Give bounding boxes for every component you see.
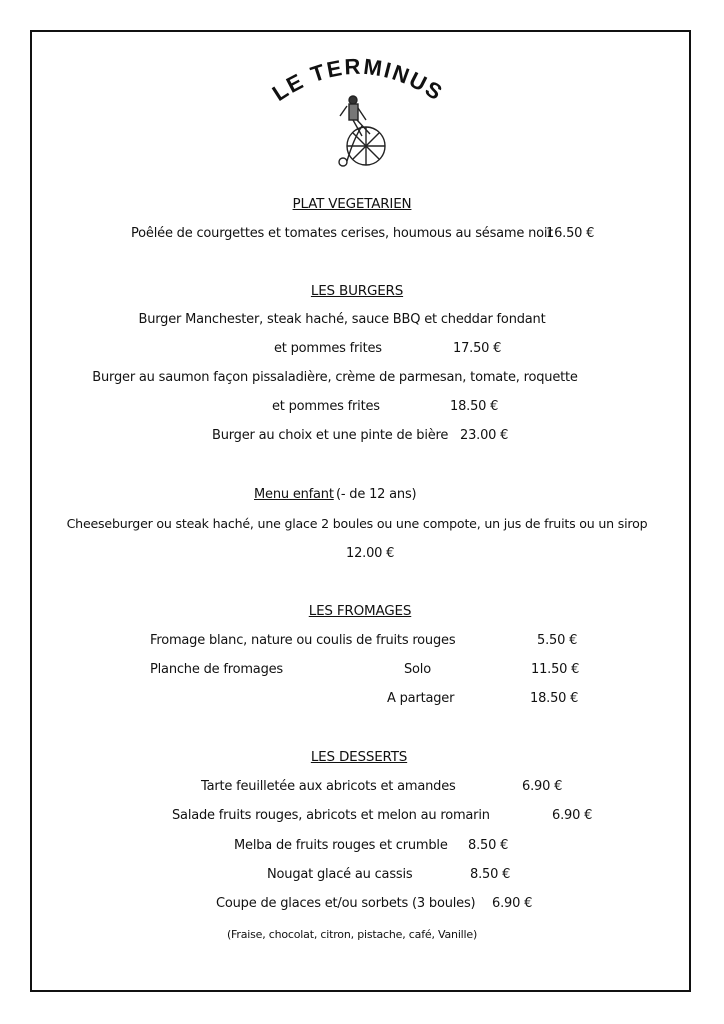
vegetarian-price: 16.50 € xyxy=(546,226,595,241)
kids-menu-price: 12.00 € xyxy=(346,546,395,561)
kids-menu-age: (- de 12 ans) xyxy=(336,487,417,502)
burger-1-price: 17.50 € xyxy=(453,341,502,356)
cheese-2-price: 11.50 € xyxy=(531,662,580,677)
cheese-1-name: Fromage blanc, nature ou coulis de fruits rouges xyxy=(150,633,456,648)
dessert-flavours-note: (Fraise, chocolat, citron, pistache, café, Vanille) xyxy=(226,928,478,941)
kids-menu-description: Cheeseburger ou steak haché, une glace 2 boules ou une compote, un jus de fruits ou un sirop xyxy=(66,516,648,531)
dessert-1-name: Tarte feuilletée aux abricots et amandes xyxy=(201,779,456,794)
dessert-2-name: Salade fruits rouges, abricots et melon au romarin xyxy=(172,808,490,823)
dessert-2-price: 6.90 € xyxy=(552,808,593,823)
dessert-5-price: 6.90 € xyxy=(492,896,533,911)
burger-2-price: 18.50 € xyxy=(450,399,499,414)
restaurant-logo xyxy=(258,48,458,178)
dessert-5-name: Coupe de glaces et/ou sorbets (3 boules) xyxy=(216,896,476,911)
dessert-1-price: 6.90 € xyxy=(522,779,563,794)
burger-3-name: Burger au choix et une pinte de bière xyxy=(212,428,449,443)
burger-2-line1: Burger au saumon façon pissaladière, crème de parmesan, tomate, roquette xyxy=(92,370,578,385)
cheese-2-option: Solo xyxy=(404,662,431,677)
cheese-3-option: A partager xyxy=(387,691,455,706)
burger-1-line1: Burger Manchester, steak haché, sauce BBQ et cheddar fondant xyxy=(138,312,546,327)
dessert-3-price: 8.50 € xyxy=(468,838,509,853)
kids-menu-heading: Menu enfant xyxy=(254,487,334,502)
section-heading-burgers: LES BURGERS xyxy=(310,283,404,299)
dessert-4-price: 8.50 € xyxy=(470,867,511,882)
burger-2-line2: et pommes frites xyxy=(272,399,380,414)
cheese-3-price: 18.50 € xyxy=(530,691,579,706)
svg-text:LE TERMINUS xyxy=(268,54,448,106)
vegetarian-item: Poêlée de courgettes et tomates cerises, houmous au sésame noir xyxy=(131,226,553,241)
burger-3-price: 23.00 € xyxy=(460,428,509,443)
restaurant-name: LE TERMINUS xyxy=(267,53,449,106)
section-heading-desserts: LES DESSERTS xyxy=(310,749,408,765)
burger-1-line2: et pommes frites xyxy=(274,341,382,356)
section-heading-vegetarian: PLAT VEGETARIEN xyxy=(292,196,412,212)
cheese-1-price: 5.50 € xyxy=(537,633,578,648)
section-heading-cheeses: LES FROMAGES xyxy=(308,603,412,619)
dessert-3-name: Melba de fruits rouges et crumble xyxy=(234,838,448,853)
cheese-2-name: Planche de fromages xyxy=(150,662,283,677)
dessert-4-name: Nougat glacé au cassis xyxy=(267,867,413,882)
penny-farthing-rider-icon xyxy=(339,96,385,166)
